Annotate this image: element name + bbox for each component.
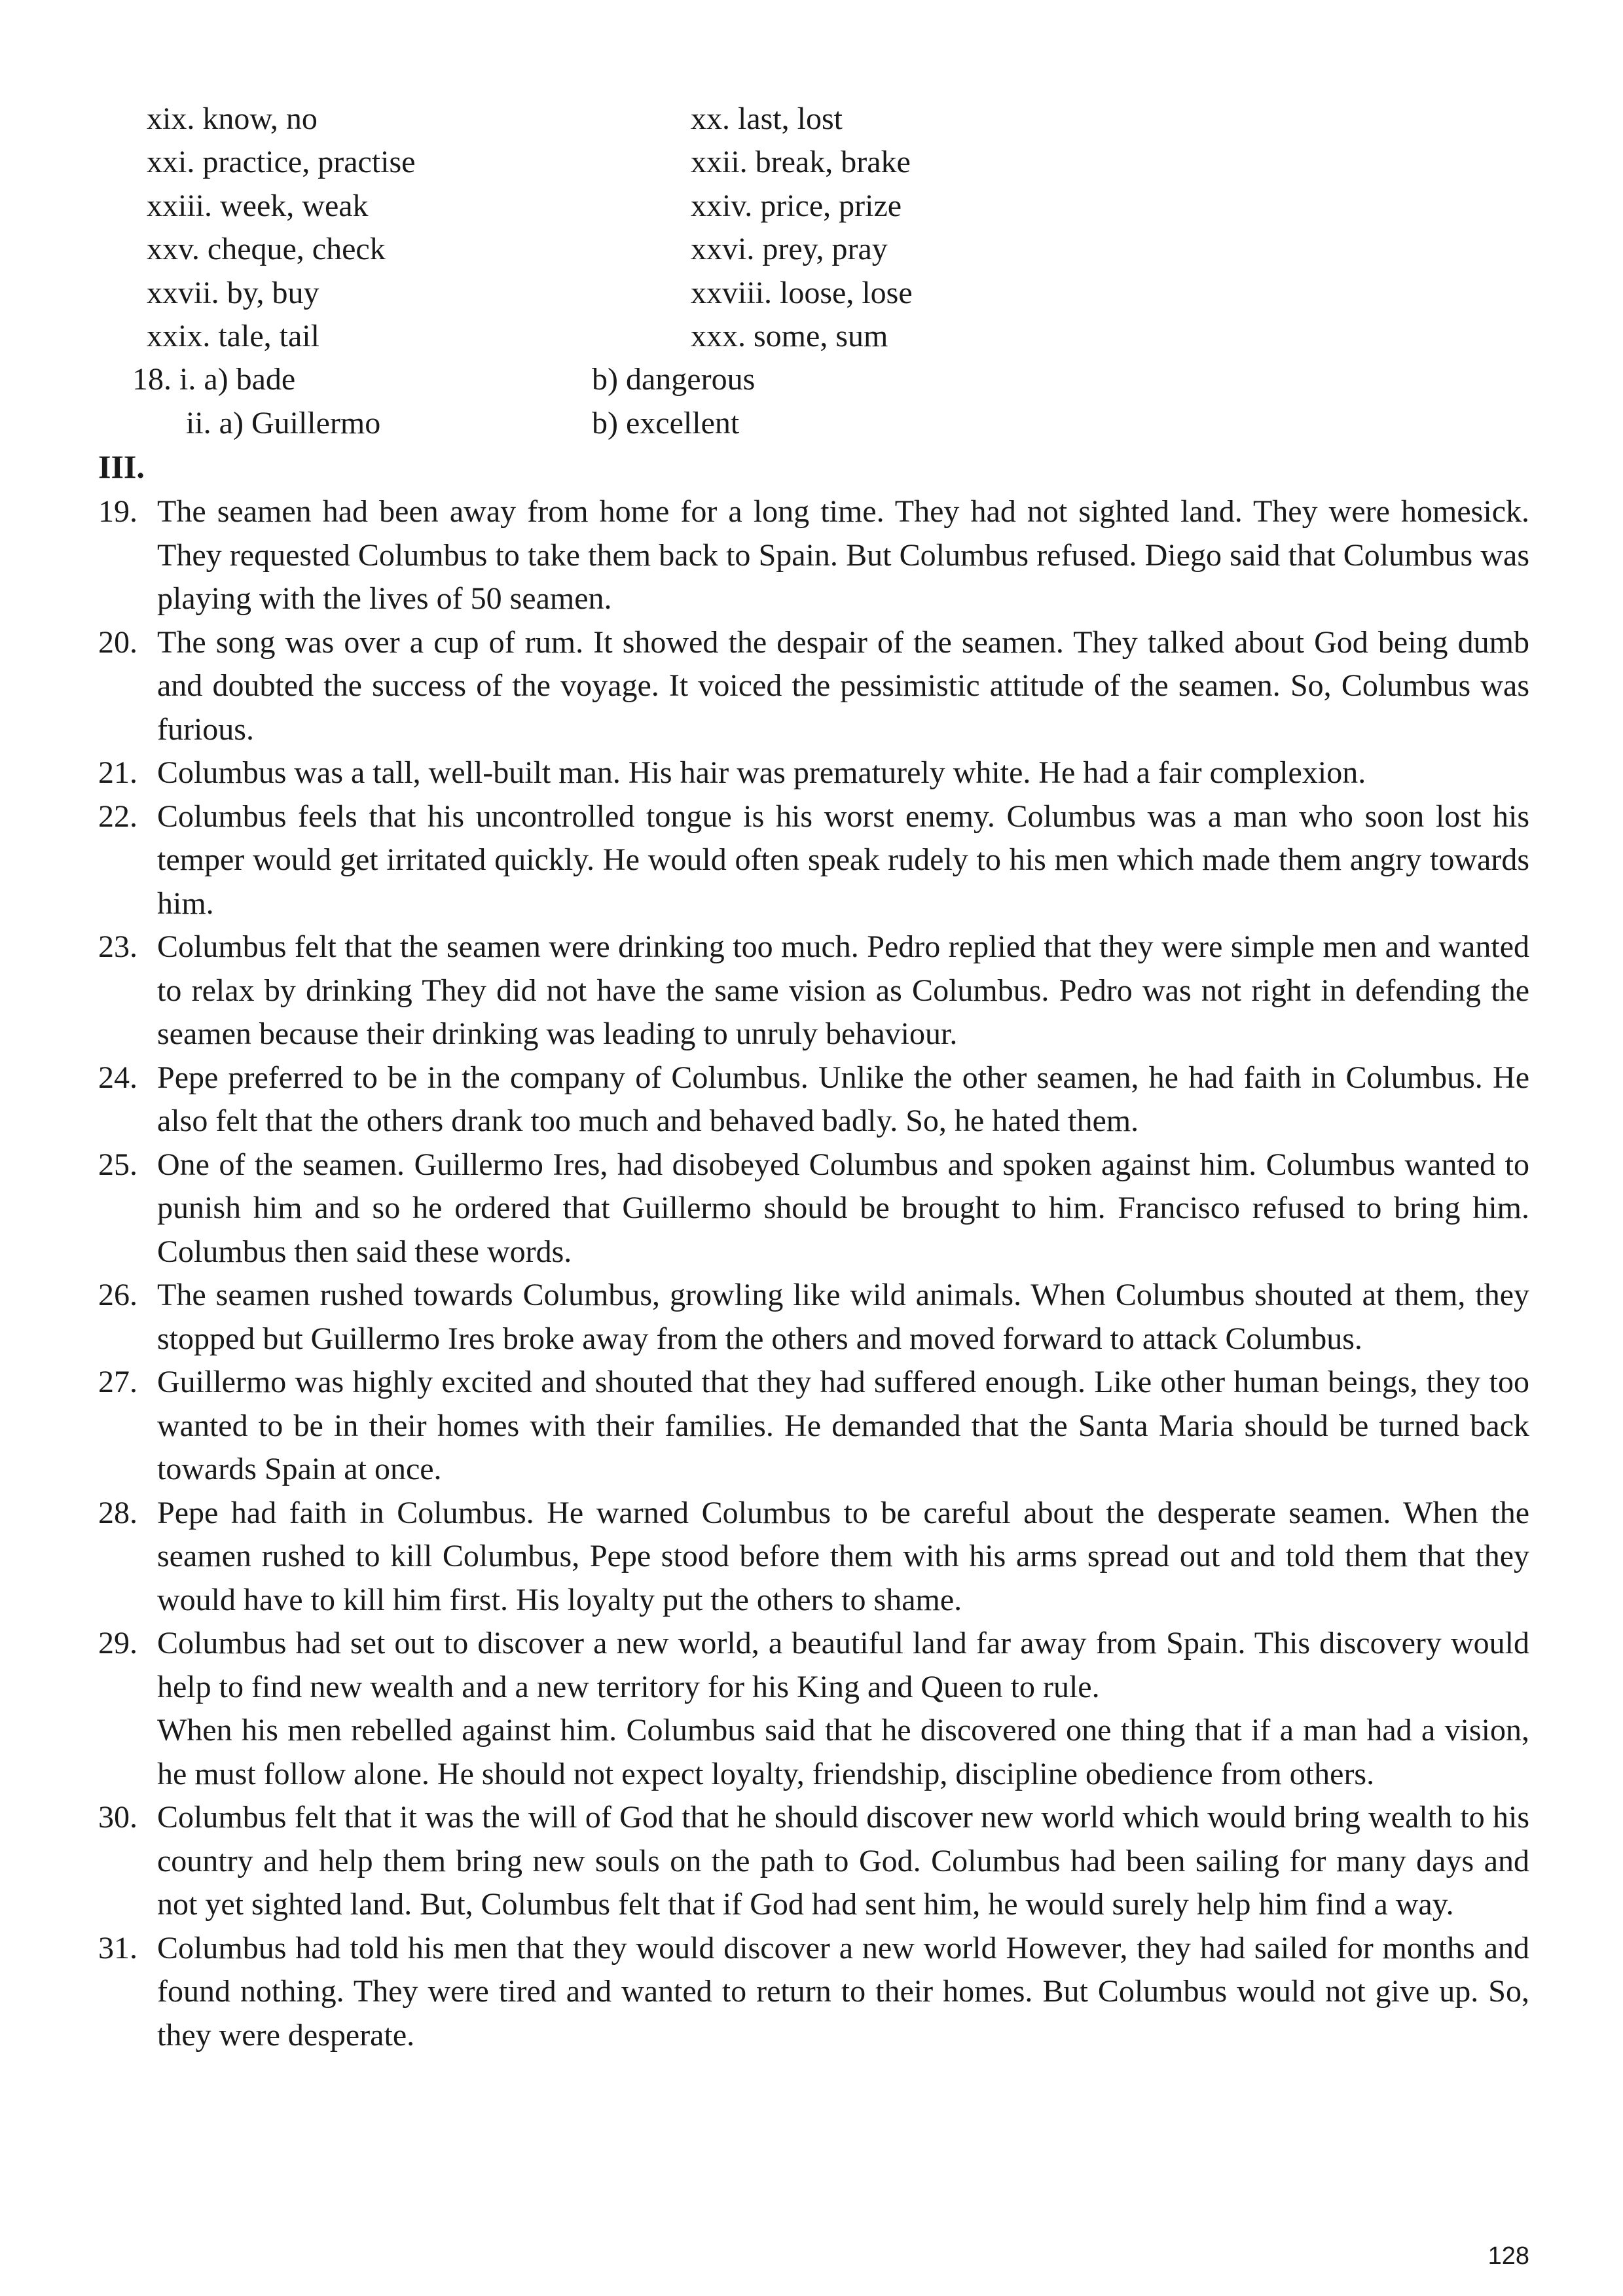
pair-xxv: xxv. cheque, check (147, 232, 386, 266)
answer-text: Columbus had told his men that they would discover a new world However, they had sailed for months and found nothing. They were tired and wanted to return to their homes. But Columbus would not give up. So, they were desperate. (157, 1930, 1529, 2053)
answer-list (98, 490, 1529, 2057)
page-number: 128 (1487, 2242, 1529, 2270)
pair-xxii: xxii. break, brake (691, 145, 911, 179)
answer-text: Pepe preferred to be in the company of Columbus. Unlike the other seamen, he had faith in Columbus. He also felt that the others drank too much and behaved badly. So, he hated them. (157, 1060, 1529, 1138)
answer-23 (98, 925, 1529, 1056)
answer-19 (98, 490, 1529, 621)
answer-number: 25. (98, 1147, 137, 1182)
pair-xxviii: xxviii. loose, lose (691, 276, 913, 310)
answer-text: One of the seamen. Guillermo Ires, had disobeyed Columbus and spoken against him. Columbus wanted to punish him and so he ordered that Guillermo should be brought to him. Francisco refused to bring him. Columbus then said these words. (157, 1147, 1529, 1269)
answer-text: Columbus felt that the seamen were drinking too much. Pedro replied that they were simple men and wanted to relax by drinking They did not have the same vision as Columbus. Pedro was not right in defending the seamen because their drinking was leading to unruly behaviour. (157, 929, 1529, 1051)
pair-xx: xx. last, lost (691, 101, 843, 136)
answer-31 (98, 1927, 1529, 2058)
answer-30 (98, 1796, 1529, 1927)
pair-xxx: xxx. some, sum (691, 319, 888, 353)
answer-text: The seamen rushed towards Columbus, growling like wild animals. When Columbus shouted at them, they stopped but Guillermo Ires broke away from the others and moved forward to attack Columbus. (157, 1278, 1529, 1356)
pair-xix: xix. know, no (147, 101, 318, 136)
answer-number: 28. (98, 1495, 137, 1530)
answer-28 (98, 1492, 1529, 1623)
answer-number: 22. (98, 798, 137, 834)
answer-25 (98, 1143, 1529, 1274)
answer-27 (98, 1361, 1529, 1492)
pair-xxix: xxix. tale, tail (147, 319, 319, 353)
answer-number: 29. (98, 1626, 137, 1660)
answer-number: 26. (98, 1278, 137, 1312)
answer-22 (98, 795, 1529, 926)
answer-text: Columbus was a tall, well-built man. His hair was prematurely white. He had a fair complexion. (157, 755, 1366, 790)
answer-24 (98, 1056, 1529, 1143)
answer-text-continued: When his men rebelled against him. Columbus said that he discovered one thing that if a man had a vision, he must follow alone. He should not expect loyalty, friendship, discipline obedience from others. (157, 1713, 1529, 1791)
answer-number: 20. (98, 624, 137, 660)
answer-number: 24. (98, 1060, 137, 1095)
answer-number: 23. (98, 929, 137, 964)
answer-number: 27. (98, 1365, 137, 1399)
answer-20 (98, 621, 1529, 752)
answer-number: 31. (98, 1930, 137, 1965)
pair-xxiii: xxiii. week, weak (147, 188, 369, 223)
q18-i-b: b) dangerous (592, 362, 756, 397)
answer-29 (98, 1622, 1529, 1796)
pair-xxvi: xxvi. prey, pray (691, 232, 888, 266)
answer-text: Columbus felt that it was the will of God that he should discover new world which would bring wealth to his country and help them bring new souls on the path to God. Columbus had been sailing for many days and not yet sighted land. But, Columbus felt that if God had sent him, he would surely help him find a way. (157, 1800, 1529, 1922)
pair-xxvii: xxvii. by, buy (147, 276, 319, 310)
answer-number: 21. (98, 755, 137, 790)
answer-text: Columbus had set out to discover a new world, a beautiful land far away from Spain. This discovery would help to find new wealth and a new territory for his King and Queen to rule. (157, 1626, 1529, 1704)
pair-xxi: xxi. practice, practise (147, 145, 416, 179)
section-heading: III. (98, 448, 145, 485)
answer-text: Columbus feels that his uncontrolled tongue is his worst enemy. Columbus was a man who soon lost his temper would get irritated quickly. He would often speak rudely to his men which made them angry towards him. (157, 798, 1529, 921)
pair-xxiv: xxiv. price, prize (691, 188, 902, 223)
answer-21 (98, 751, 1529, 795)
q18-i-a: 18. i. a) bade (132, 362, 296, 397)
q18-ii-b: b) excellent (592, 406, 740, 440)
q18-ii-a: ii. a) Guillermo (186, 406, 381, 440)
answer-text: Guillermo was highly excited and shouted that they had suffered enough. Like other human beings, they too wanted to be in their homes with their families. He demanded that the Santa Maria should be turned back towards Spain at once. (157, 1365, 1529, 1486)
answer-26 (98, 1274, 1529, 1361)
answer-number: 19. (98, 494, 137, 529)
answer-text: The song was over a cup of rum. It showed the despair of the seamen. They talked about God being dumb and doubted the success of the voyage. It voiced the pessimistic attitude of the seamen. So, Columbus was furious. (157, 624, 1529, 747)
answer-text: Pepe had faith in Columbus. He warned Columbus to be careful about the desperate seamen. When the seamen rushed to kill Columbus, Pepe stood before them with his arms spread out and told them that they would have to kill him first. His loyalty put the others to shame. (157, 1495, 1529, 1617)
answer-text: The seamen had been away from home for a long time. They had not sighted land. They were homesick. They requested Columbus to take them back to Spain. But Columbus refused. Diego said that Columbus was playing with the lives of 50 seamen. (157, 494, 1529, 616)
answer-number: 30. (98, 1800, 137, 1835)
